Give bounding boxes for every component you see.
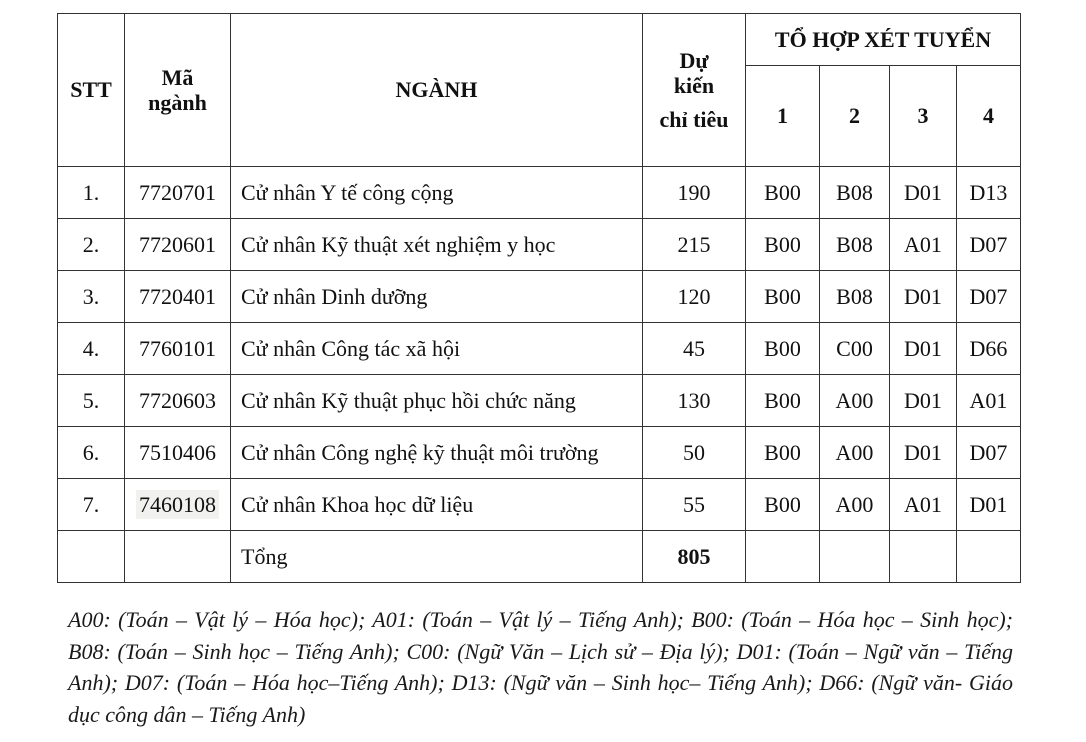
cell-to-hop-3: D01 (890, 323, 957, 375)
cell-to-hop-3: D01 (890, 167, 957, 219)
header-du-kien-chi-tieu (643, 14, 746, 167)
cell-to-hop-2: A00 (820, 479, 890, 531)
header-nganh: NGÀNH (231, 14, 643, 167)
cell-to-hop-2: A00 (820, 427, 890, 479)
cell-chi-tieu: 45 (643, 323, 746, 375)
header-du-kien-line2: kiến (673, 73, 715, 99)
total-value: 805 (643, 531, 746, 583)
cell-to-hop-4: D07 (957, 427, 1021, 479)
table-row (58, 323, 1021, 375)
cell-to-hop-3: A01 (890, 479, 957, 531)
table-row (58, 375, 1021, 427)
cell-to-hop-1: B00 (746, 427, 820, 479)
cell-nganh: Cử nhân Kỹ thuật xét nghiệm y học (231, 219, 643, 271)
header-du-kien-line3: chỉ tiêu (659, 106, 729, 132)
header-ma-nganh (125, 14, 231, 167)
cell-ma-nganh: 7760101 (125, 323, 231, 375)
cell-to-hop-1: B00 (746, 479, 820, 531)
header-to-hop-2: 2 (820, 66, 890, 167)
total-label: Tổng (231, 531, 643, 583)
cell-empty (890, 531, 957, 583)
table-row (58, 167, 1021, 219)
header-to-hop-3: 3 (890, 66, 957, 167)
header-to-hop-4: 4 (957, 66, 1021, 167)
cell-chi-tieu: 50 (643, 427, 746, 479)
header-row-top (58, 14, 1021, 66)
cell-ma-nganh: 7720401 (125, 271, 231, 323)
cell-to-hop-2: A00 (820, 375, 890, 427)
cell-to-hop-4: A01 (957, 375, 1021, 427)
cell-nganh: Cử nhân Dinh dưỡng (231, 271, 643, 323)
cell-chi-tieu: 55 (643, 479, 746, 531)
cell-stt: 2. (58, 219, 125, 271)
cell-nganh: Cử nhân Công nghệ kỹ thuật môi trường (231, 427, 643, 479)
cell-to-hop-3: D01 (890, 375, 957, 427)
table-row (58, 271, 1021, 323)
cell-empty (58, 531, 125, 583)
header-ma-nganh-line1: Mã (161, 64, 194, 90)
cell-to-hop-4: D66 (957, 323, 1021, 375)
cell-stt: 3. (58, 271, 125, 323)
header-du-kien-line1: Dự (679, 48, 709, 74)
cell-to-hop-4: D07 (957, 271, 1021, 323)
cell-empty (957, 531, 1021, 583)
cell-to-hop-3: D01 (890, 427, 957, 479)
cell-ma-nganh: 7510406 (125, 427, 231, 479)
cell-nganh: Cử nhân Y tế công cộng (231, 167, 643, 219)
cell-to-hop-1: B00 (746, 219, 820, 271)
cell-to-hop-1: B00 (746, 375, 820, 427)
cell-to-hop-3: A01 (890, 219, 957, 271)
total-row (58, 531, 1021, 583)
highlighted-ma-nganh: 7460108 (136, 490, 219, 519)
cell-nganh: Cử nhân Khoa học dữ liệu (231, 479, 643, 531)
cell-ma-nganh: 7720701 (125, 167, 231, 219)
cell-chi-tieu: 120 (643, 271, 746, 323)
header-to-hop-1: 1 (746, 66, 820, 167)
cell-to-hop-2: B08 (820, 167, 890, 219)
cell-empty (125, 531, 231, 583)
table-row (58, 427, 1021, 479)
header-to-hop-xet-tuyen: TỔ HỢP XÉT TUYỂN (746, 14, 1021, 66)
cell-nganh: Cử nhân Kỹ thuật phục hồi chức năng (231, 375, 643, 427)
cell-empty (746, 531, 820, 583)
cell-stt: 5. (58, 375, 125, 427)
cell-to-hop-1: B00 (746, 271, 820, 323)
table-row (58, 479, 1021, 531)
admissions-table (57, 13, 1021, 583)
cell-ma-nganh: 7720603 (125, 375, 231, 427)
cell-nganh: Cử nhân Công tác xã hội (231, 323, 643, 375)
cell-to-hop-1: B00 (746, 167, 820, 219)
cell-stt: 7. (58, 479, 125, 531)
cell-stt: 1. (58, 167, 125, 219)
cell-stt: 4. (58, 323, 125, 375)
cell-empty (820, 531, 890, 583)
table-row (58, 219, 1021, 271)
cell-to-hop-4: D01 (957, 479, 1021, 531)
cell-chi-tieu: 130 (643, 375, 746, 427)
header-stt: STT (58, 14, 125, 167)
cell-to-hop-4: D13 (957, 167, 1021, 219)
subject-combination-notes: A00: (Toán – Vật lý – Hóa học); A01: (Toán – Vật lý – Tiếng Anh); B00: (Toán – Hóa học – Sinh học); B08: (Toán – Sinh học – Tiếng Anh); C00: (Ngữ Văn – Lịch sử – Địa lý); D01: (Toán – Ngữ văn – Tiếng Anh); D07: (Toán – Hóa học–Tiếng Anh); D13: (Ngữ văn – Sinh học– Tiếng Anh); D66: (Ngữ văn- Giáo dục công dân – Tiếng Anh) (68, 607, 1013, 727)
cell-chi-tieu: 190 (643, 167, 746, 219)
cell-to-hop-3: D01 (890, 271, 957, 323)
cell-to-hop-2: B08 (820, 271, 890, 323)
cell-to-hop-1: B00 (746, 323, 820, 375)
cell-ma-nganh (125, 479, 231, 531)
header-ma-nganh-line2: ngành (148, 90, 207, 115)
cell-to-hop-4: D07 (957, 219, 1021, 271)
cell-to-hop-2: C00 (820, 323, 890, 375)
cell-stt: 6. (58, 427, 125, 479)
cell-to-hop-2: B08 (820, 219, 890, 271)
cell-chi-tieu: 215 (643, 219, 746, 271)
cell-ma-nganh: 7720601 (125, 219, 231, 271)
